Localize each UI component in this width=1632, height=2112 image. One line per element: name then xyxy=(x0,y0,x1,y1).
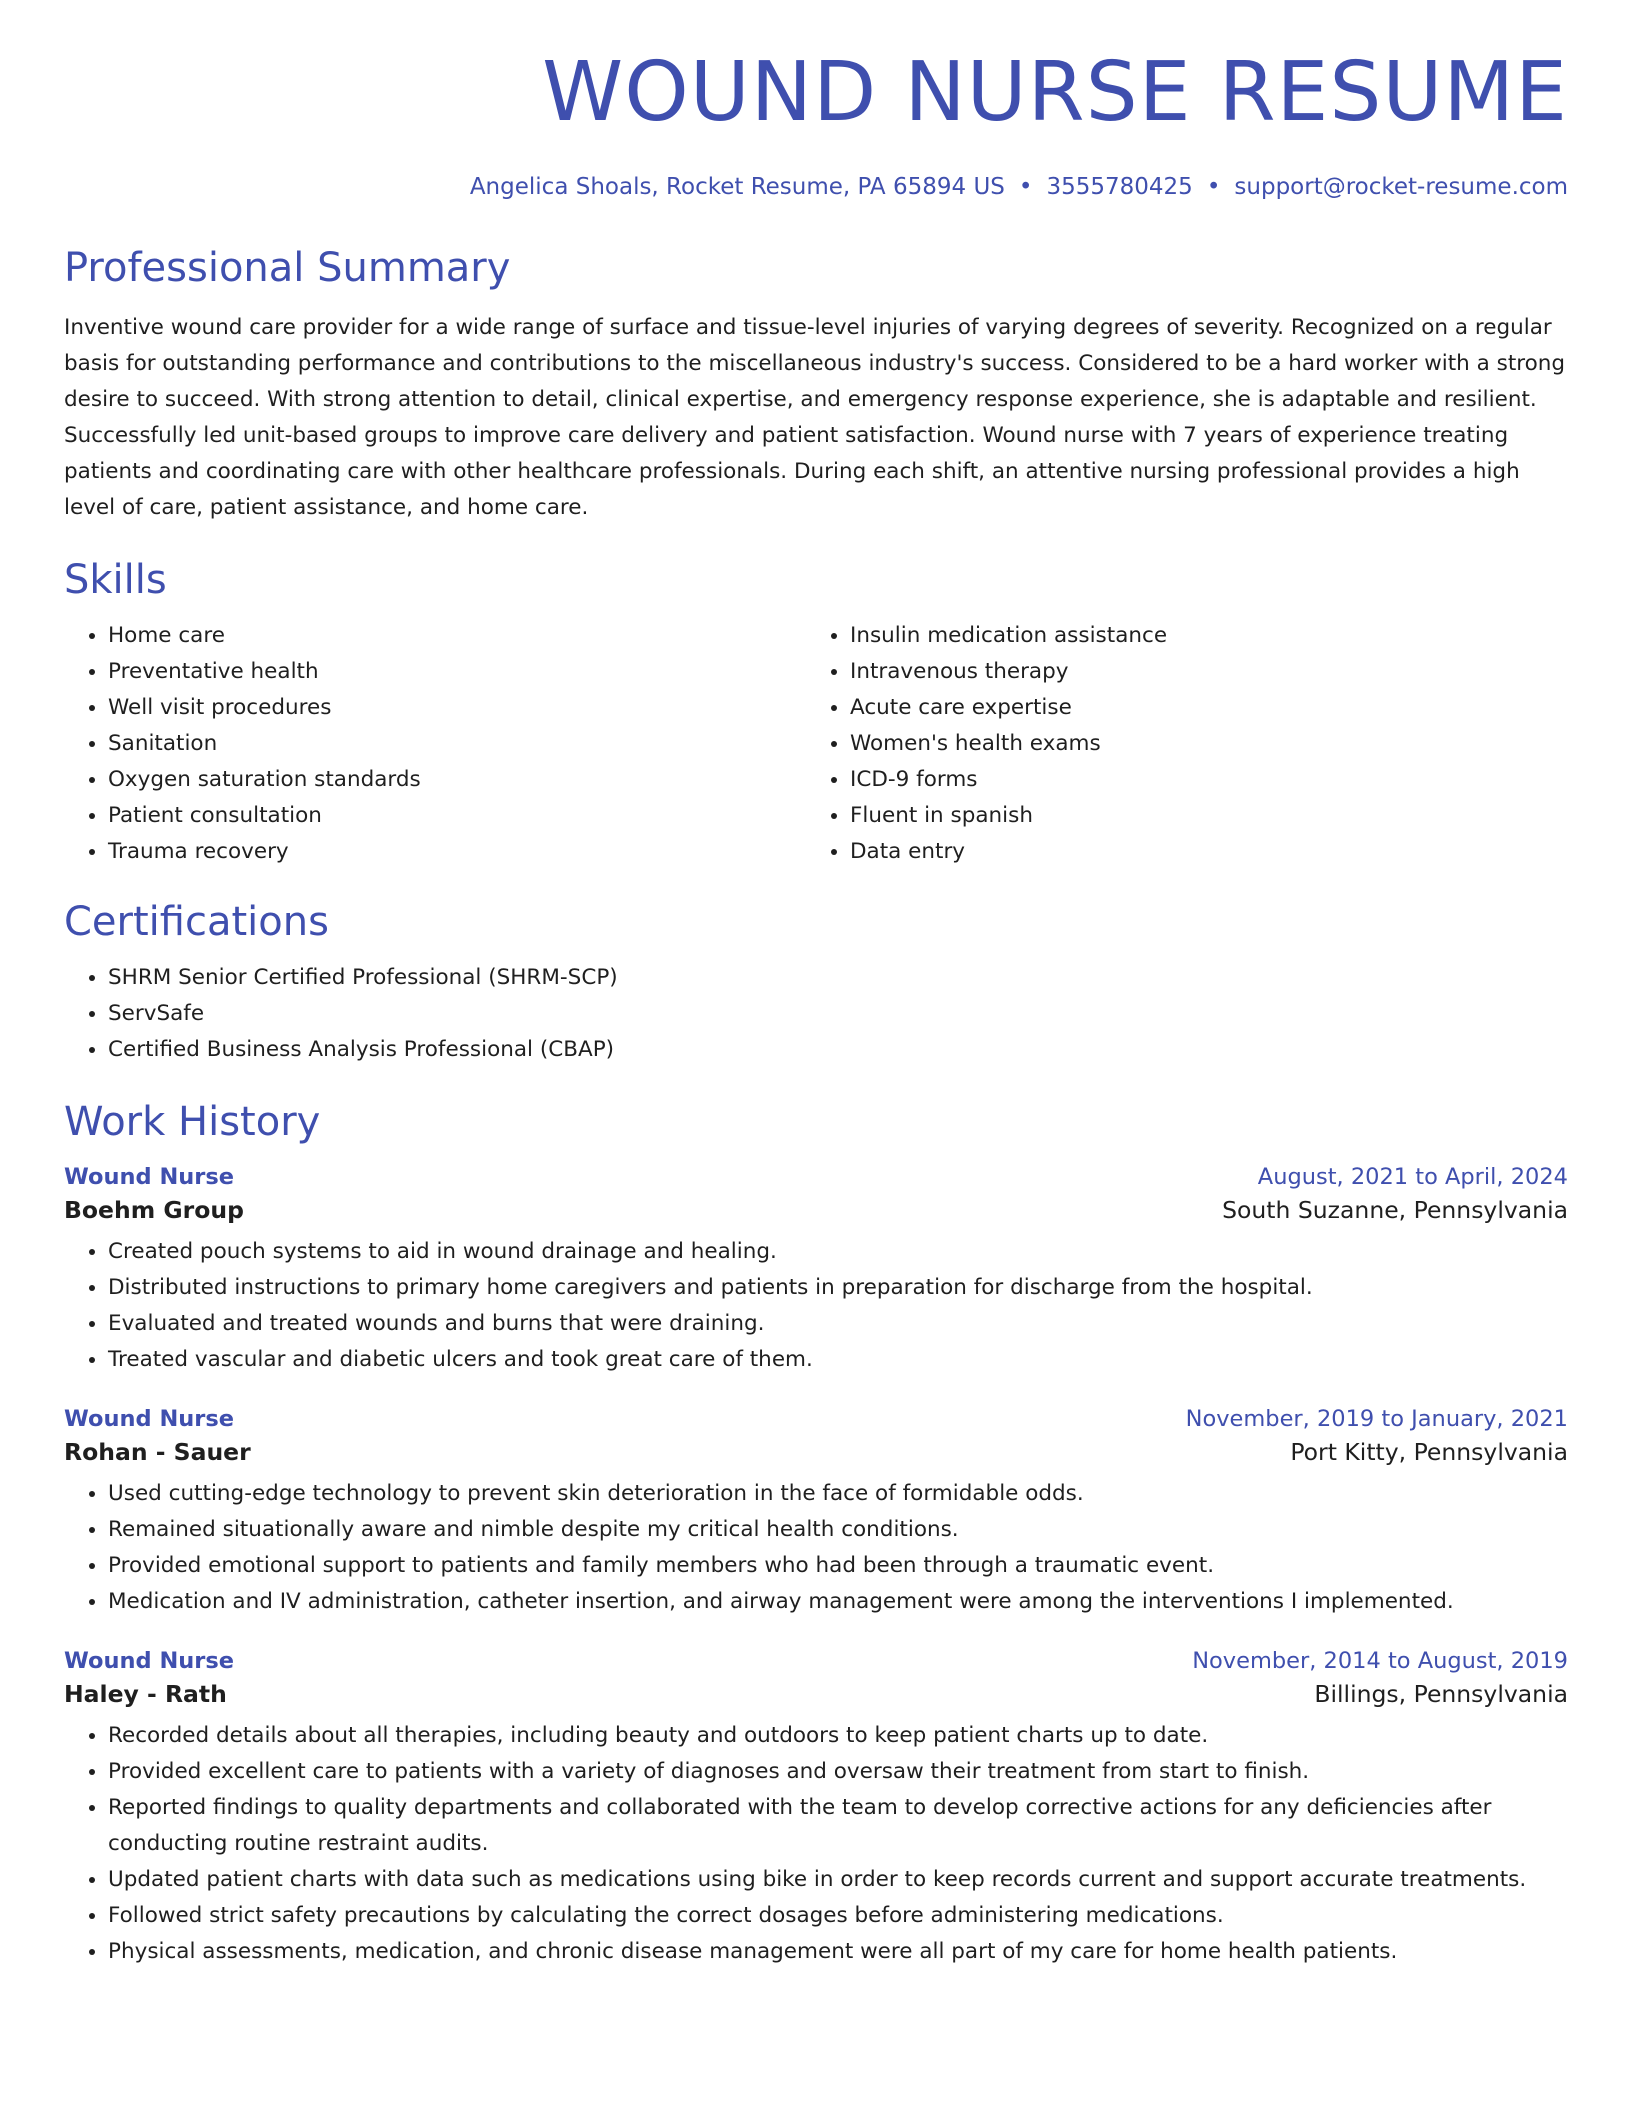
job-bullets xyxy=(64,1718,1568,1970)
skills-list-right xyxy=(806,618,1548,870)
skill-item: • Intravenous therapy xyxy=(850,654,1548,690)
skills-grid xyxy=(64,618,1568,870)
job-bullet: • Provided emotional support to patients and family members who had been through a traumatic event. xyxy=(108,1548,1568,1584)
job-header-row xyxy=(64,1164,1568,1190)
resume-title: WOUND NURSE RESUME xyxy=(542,45,1568,140)
skill-item: • Home care xyxy=(108,618,806,654)
skill-item: • Preventative health xyxy=(108,654,806,690)
certifications-list xyxy=(64,960,1568,1068)
certifications-heading: Certifications xyxy=(64,899,329,946)
job-company: Rohan - Sauer xyxy=(64,1438,251,1467)
job-header-row xyxy=(64,1648,1568,1674)
job-bullet: • Followed strict safety precautions by calculating the correct dosages before administering medications. xyxy=(108,1898,1568,1934)
job-bullet: • Remained situationally aware and nimble despite my critical health conditions. xyxy=(108,1512,1568,1548)
skills-column-right xyxy=(806,618,1548,870)
job-entry xyxy=(64,1164,1568,1378)
job-bullets xyxy=(64,1476,1568,1620)
job-location: South Suzanne, Pennsylvania xyxy=(1222,1196,1568,1225)
contact-email[interactable]: support@rocket-resume.com xyxy=(1234,174,1568,201)
contact-phone: 3555780425 xyxy=(1046,174,1193,201)
job-bullet: • Provided excellent care to patients with a variety of diagnoses and oversaw their treatment from start to finish. xyxy=(108,1754,1568,1790)
job-company: Haley - Rath xyxy=(64,1680,227,1709)
skill-item: • Sanitation xyxy=(108,726,806,762)
certification-item: • Certified Business Analysis Professional (CBAP) xyxy=(108,1032,1568,1068)
job-employer-row xyxy=(64,1438,1568,1466)
contact-separator: • xyxy=(1018,174,1033,201)
contact-line xyxy=(64,174,1568,200)
skills-list-left xyxy=(64,618,806,870)
job-employer-row xyxy=(64,1196,1568,1224)
skill-item: • Acute care expertise xyxy=(850,690,1548,726)
job-location: Billings, Pennsylvania xyxy=(1314,1680,1568,1709)
skill-item: • Oxygen saturation standards xyxy=(108,762,806,798)
job-header-row xyxy=(64,1406,1568,1432)
skills-heading: Skills xyxy=(64,557,167,604)
job-dates: November, 2014 to August, 2019 xyxy=(1192,1648,1568,1675)
job-bullet: • Recorded details about all therapies, including beauty and outdoors to keep patient charts up to date. xyxy=(108,1718,1568,1754)
skill-item: • Well visit procedures xyxy=(108,690,806,726)
summary-text: Inventive wound care provider for a wide range of surface and tissue-level injuries of varying degrees of severity. Recognized on a regular basis for outstanding performance and contributions to the miscellaneous industry's success. Considered to be a hard worker with a strong desire to succeed. With strong attention to detail, clinical expertise, and emergency response experience, she is adaptable and resilient. Successfully led unit-based groups to improve care delivery and patient satisfaction. Wound nurse with 7 years of experience treating patients and coordinating care with other healthcare professionals. During each shift, an attentive nursing professional provides a high level of care, patient assistance, and home care. xyxy=(64,315,1566,521)
certification-item: • SHRM Senior Certified Professional (SHRM-SCP) xyxy=(108,960,1568,996)
job-bullets xyxy=(64,1234,1568,1378)
skill-item: • Women's health exams xyxy=(850,726,1548,762)
contact-separator: • xyxy=(1206,174,1221,201)
skill-item: • ICD-9 forms xyxy=(850,762,1548,798)
skill-item: • Fluent in spanish xyxy=(850,798,1548,834)
job-bullet: • Reported findings to quality departments and collaborated with the team to develop corrective actions for any deficiencies after conducting routine restraint audits. xyxy=(108,1790,1568,1862)
certification-item: • ServSafe xyxy=(108,996,1568,1032)
summary-heading: Professional Summary xyxy=(64,245,511,292)
job-title: Wound Nurse xyxy=(64,1164,235,1191)
job-dates: August, 2021 to April, 2024 xyxy=(1257,1164,1568,1191)
skill-item: • Insulin medication assistance xyxy=(850,618,1548,654)
work-history-heading: Work History xyxy=(64,1099,321,1146)
resume-page xyxy=(64,45,1568,1970)
job-bullet: • Used cutting-edge technology to prevent skin deterioration in the face of formidable odds. xyxy=(108,1476,1568,1512)
job-bullet: • Created pouch systems to aid in wound drainage and healing. xyxy=(108,1234,1568,1270)
job-bullet: • Evaluated and treated wounds and burns that were draining. xyxy=(108,1306,1568,1342)
skill-item: • Patient consultation xyxy=(108,798,806,834)
certifications-section xyxy=(64,898,1568,1068)
job-bullet: • Medication and IV administration, catheter insertion, and airway management were among the interventions I implemented. xyxy=(108,1584,1568,1620)
skills-column-left xyxy=(64,618,806,870)
work-history-section xyxy=(64,1098,1568,1970)
job-bullet: • Treated vascular and diabetic ulcers and took great care of them. xyxy=(108,1342,1568,1378)
job-employer-row xyxy=(64,1680,1568,1708)
summary-section xyxy=(64,244,1568,526)
job-bullet: • Updated patient charts with data such as medications using bike in order to keep records current and support accurate treatments. xyxy=(108,1862,1568,1898)
job-company: Boehm Group xyxy=(64,1196,244,1225)
job-entry xyxy=(64,1648,1568,1970)
skills-section xyxy=(64,556,1568,870)
job-dates: November, 2019 to January, 2021 xyxy=(1185,1406,1568,1433)
skill-item: • Data entry xyxy=(850,834,1548,870)
job-bullet: • Physical assessments, medication, and chronic disease management were all part of my care for home health patients. xyxy=(108,1934,1568,1970)
job-title: Wound Nurse xyxy=(64,1406,235,1433)
job-bullet: • Distributed instructions to primary home caregivers and patients in preparation for discharge from the hospital. xyxy=(108,1270,1568,1306)
job-entry xyxy=(64,1406,1568,1620)
skill-item: • Trauma recovery xyxy=(108,834,806,870)
job-title: Wound Nurse xyxy=(64,1648,235,1675)
contact-address: Angelica Shoals, Rocket Resume, PA 65894 US xyxy=(469,174,1005,201)
job-location: Port Kitty, Pennsylvania xyxy=(1290,1438,1568,1467)
